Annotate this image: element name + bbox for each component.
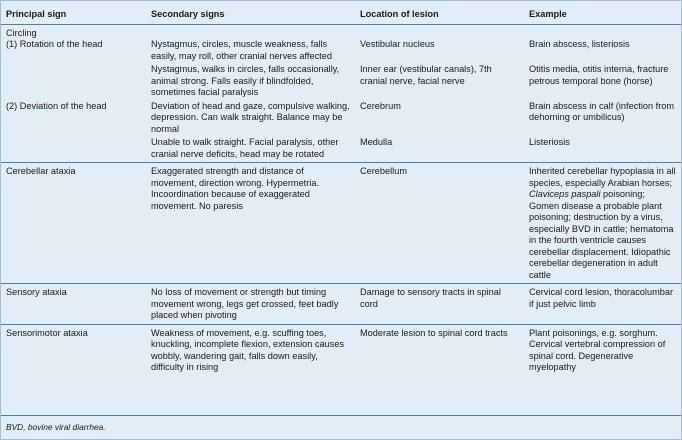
header-secondary-signs: Secondary signs bbox=[146, 1, 355, 24]
secondary-text: No loss of movement or strength but timing movement wrong, legs get crossed, feet badly placed when pivoting bbox=[146, 284, 355, 325]
location-text: Cerebrum bbox=[360, 100, 401, 111]
secondary-text: Nystagmus, circles, muscle weakness, falls easily, may roll, other cranial nerves affected bbox=[151, 39, 332, 61]
header-location-of-lesion: Location of lesion bbox=[355, 1, 524, 24]
table-row bbox=[1, 101, 681, 138]
location-text: Damage to sensory tracts in spinal cord bbox=[355, 284, 524, 325]
example-text-part: poisoning; Gomen disease a probable plant poisoning; destruction by a virus, especially BVD in cattle; hematoma in the fourth ventricle causes cerebellar displacement. Idiopathic cerebellar degeneration in adult cattle bbox=[529, 189, 674, 280]
deviation-label: (2) Deviation of the head bbox=[6, 100, 107, 111]
example-text: Cervical cord lesion, thoracolumbar if just pelvic limb bbox=[524, 284, 681, 325]
table-footnote: BVD, bovine viral diarrhea. bbox=[1, 415, 681, 440]
location-cell bbox=[355, 24, 524, 64]
example-text: Brain abscess, listeriosis bbox=[529, 39, 630, 49]
signs-table bbox=[1, 1, 681, 376]
example-text: Brain abscess in calf (infection from dehorning or umbilicus) bbox=[529, 100, 675, 122]
table-row bbox=[1, 64, 681, 101]
header-example: Example bbox=[524, 1, 681, 24]
table-row bbox=[1, 24, 681, 64]
location-text: Cerebellum bbox=[355, 163, 524, 284]
location-text: Vestibular nucleus bbox=[360, 39, 435, 49]
principal-cell bbox=[1, 64, 146, 101]
example-cell bbox=[524, 24, 681, 64]
circling-label: Circling bbox=[6, 27, 37, 38]
principal-cell bbox=[1, 137, 146, 163]
table-row bbox=[1, 163, 681, 284]
location-text: Medulla bbox=[355, 137, 524, 163]
table-row bbox=[1, 324, 681, 376]
example-text: Otitis media, otitis interna, fracture petrous temporal bone (horse) bbox=[529, 64, 669, 86]
header-principal-sign: Principal sign bbox=[1, 1, 146, 24]
example-text-part: Inherited cerebellar hypoplasia in all species, especially Arabian horses; bbox=[529, 166, 676, 188]
table-row bbox=[1, 284, 681, 325]
principal-text: Sensorimotor ataxia bbox=[6, 327, 88, 338]
principal-text: Sensory ataxia bbox=[1, 284, 146, 325]
location-text: Moderate lesion to spinal cord tracts bbox=[360, 327, 508, 338]
example-text: Plant poisonings, e.g. sorghum. Cervical vertebral compression of spinal cord. Degenerative myelopathy bbox=[529, 327, 666, 372]
species-name: Claviceps paspali bbox=[529, 189, 601, 199]
principal-text: Cerebellar ataxia bbox=[1, 163, 146, 284]
principal-cell bbox=[1, 24, 146, 64]
header-row bbox=[1, 1, 681, 24]
secondary-cell bbox=[146, 24, 355, 64]
location-text: Inner ear (vestibular canals), 7th cranial nerve, facial nerve bbox=[360, 64, 492, 86]
secondary-text: Unable to walk straight. Facial paralysis, other cranial nerve deficits, head may be rotated bbox=[146, 137, 355, 163]
table-row bbox=[1, 137, 681, 163]
secondary-text: Nystagmus, walks in circles, falls occasionally, animal strong. Falls easily if blindfolded, sometimes facial paralysis bbox=[151, 64, 340, 97]
secondary-text: Weakness of movement, e.g. scuffing toes, knuckling, incomplete flexion, extension causes wobbly, wandering gait, falls down easily, difficulty in rising bbox=[151, 327, 345, 372]
example-text: Listeriosis bbox=[524, 137, 681, 163]
example-text bbox=[524, 163, 681, 284]
rotation-label: (1) Rotation of the head bbox=[6, 39, 103, 49]
secondary-text: Exaggerated strength and distance of movement, direction wrong. Hypermetria. Incoordination because of exaggerated movement. No paresis bbox=[146, 163, 355, 284]
secondary-text: Deviation of head and gaze, compulsive walking, depression. Can walk straight. Balance may be normal bbox=[151, 100, 350, 134]
